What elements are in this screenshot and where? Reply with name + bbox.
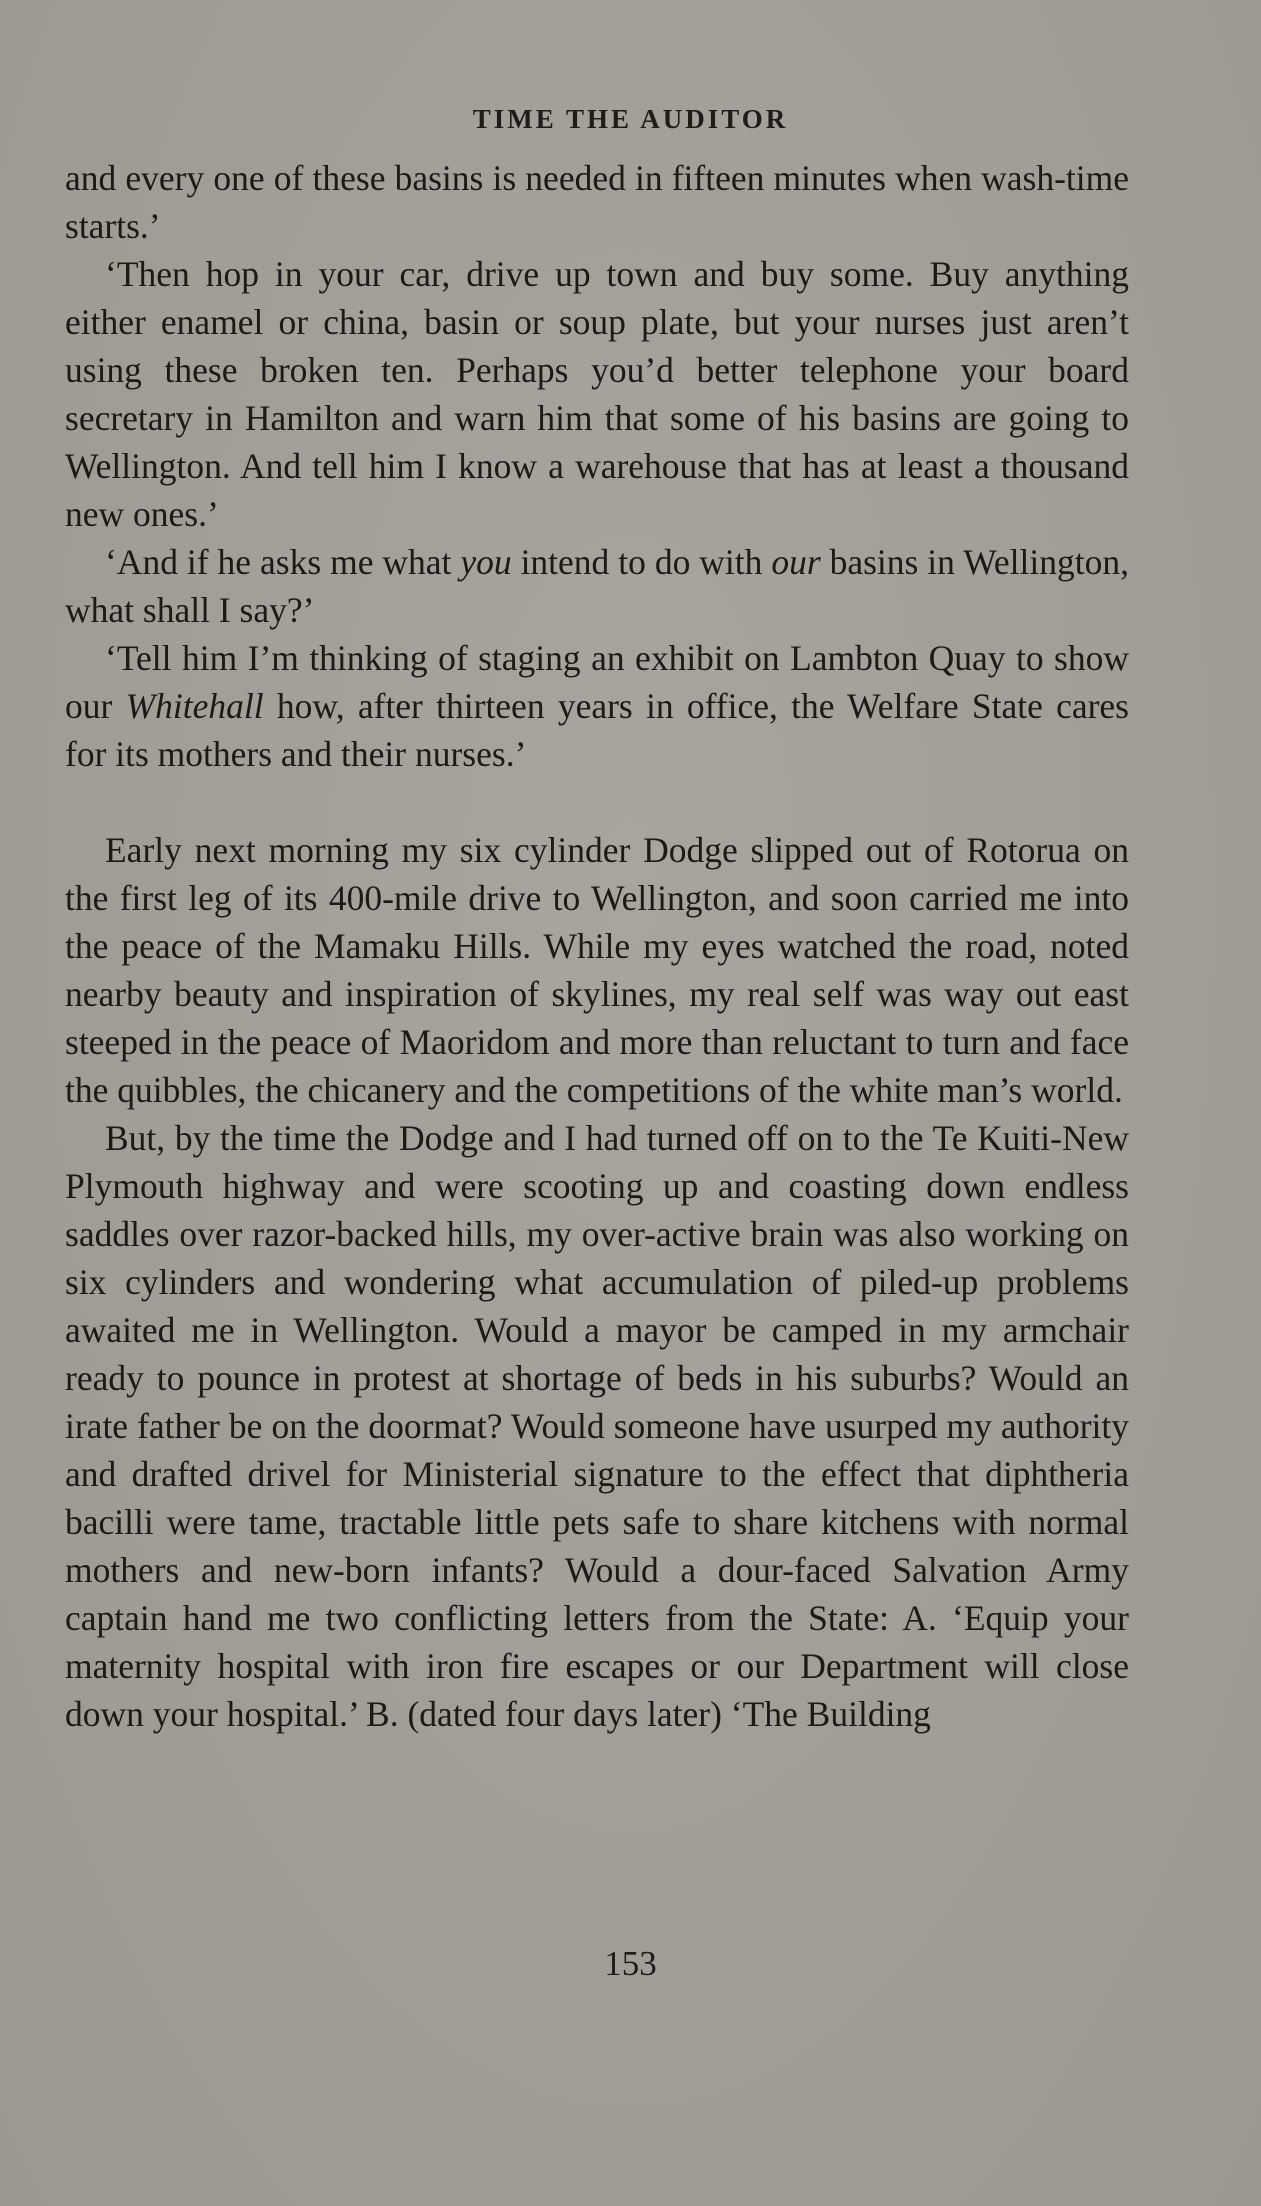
page-number: 153 <box>604 1944 657 1983</box>
paragraph-3-italic-you: you <box>460 542 512 582</box>
paragraph-3-text-e: basins in Wellington, what shall I say?’ <box>65 542 1129 630</box>
body-text <box>65 154 1129 1738</box>
paragraph-6: But, by the time the Dodge and I had turned off on to the Te Kuiti-New Plymouth highway and were scooting up and coasting down endless saddles over razor-backed hills, my over-active brain was also working on six cylinders and wondering what accumulation of piled-up problems awaited me in Wellington. Would a mayor be camped in my armchair ready to pounce in protest at shortage of beds in his suburbs? Would an irate father be on the doormat? Would someone have usurped my authority and drafted drivel for Ministerial signature to the effect that diphtheria bacilli were tame, tractable little pets safe to share kitchens with normal mothers and new-born infants? Would a dour-faced Salvation Army captain hand me two conflicting letters from the State: A. ‘Equip your maternity hospital with iron fire escapes or our Department will close down your hospital.’ B. (dated four days later) ‘The Building <box>65 1118 1129 1734</box>
paragraph-4-italic-whitehall: Whitehall <box>125 686 264 726</box>
paragraph-1: and every one of these basins is needed in fifteen minutes when wash-time starts.’ <box>65 158 1129 246</box>
paragraph-3-text-c: intend to do with <box>511 542 772 582</box>
paragraph-4-text-a: ‘Tell him I’m thinking of staging an exhibit on Lambton Quay to show our <box>65 638 1129 726</box>
paragraph-4-text-c: how, after thirteen years in office, the Welfare State cares for its mothers and their nurses.’ <box>65 686 1129 774</box>
paragraph-2: ‘Then hop in your car, drive up town and buy some. Buy anything either enamel or china, basin or soup plate, but your nurses just aren’t using these broken ten. Perhaps you’d better telephone your board secretary in Hamilton and warn him that some of his basins are going to Wellington. And tell him I know a warehouse that has at least a thousand new ones.’ <box>65 254 1129 534</box>
paragraph-5: Early next morning my six cylinder Dodge slipped out of Rotorua on the first leg of its 400-mile drive to Wellington, and soon carried me into the peace of the Mamaku Hills. While my eyes watched the road, noted nearby beauty and inspiration of skylines, my real self was way out east steeped in the peace of Maoridom and more than reluctant to turn and face the quibbles, the chicanery and the competitions of the white man’s world. <box>65 830 1129 1110</box>
paragraph-4 <box>65 634 1129 778</box>
paragraph-3-italic-our: our <box>771 542 821 582</box>
paragraph-3-text-a: ‘And if he asks me what <box>105 542 461 582</box>
running-head: TIME THE AUDITOR <box>472 104 789 134</box>
paragraph-3 <box>65 538 1129 634</box>
